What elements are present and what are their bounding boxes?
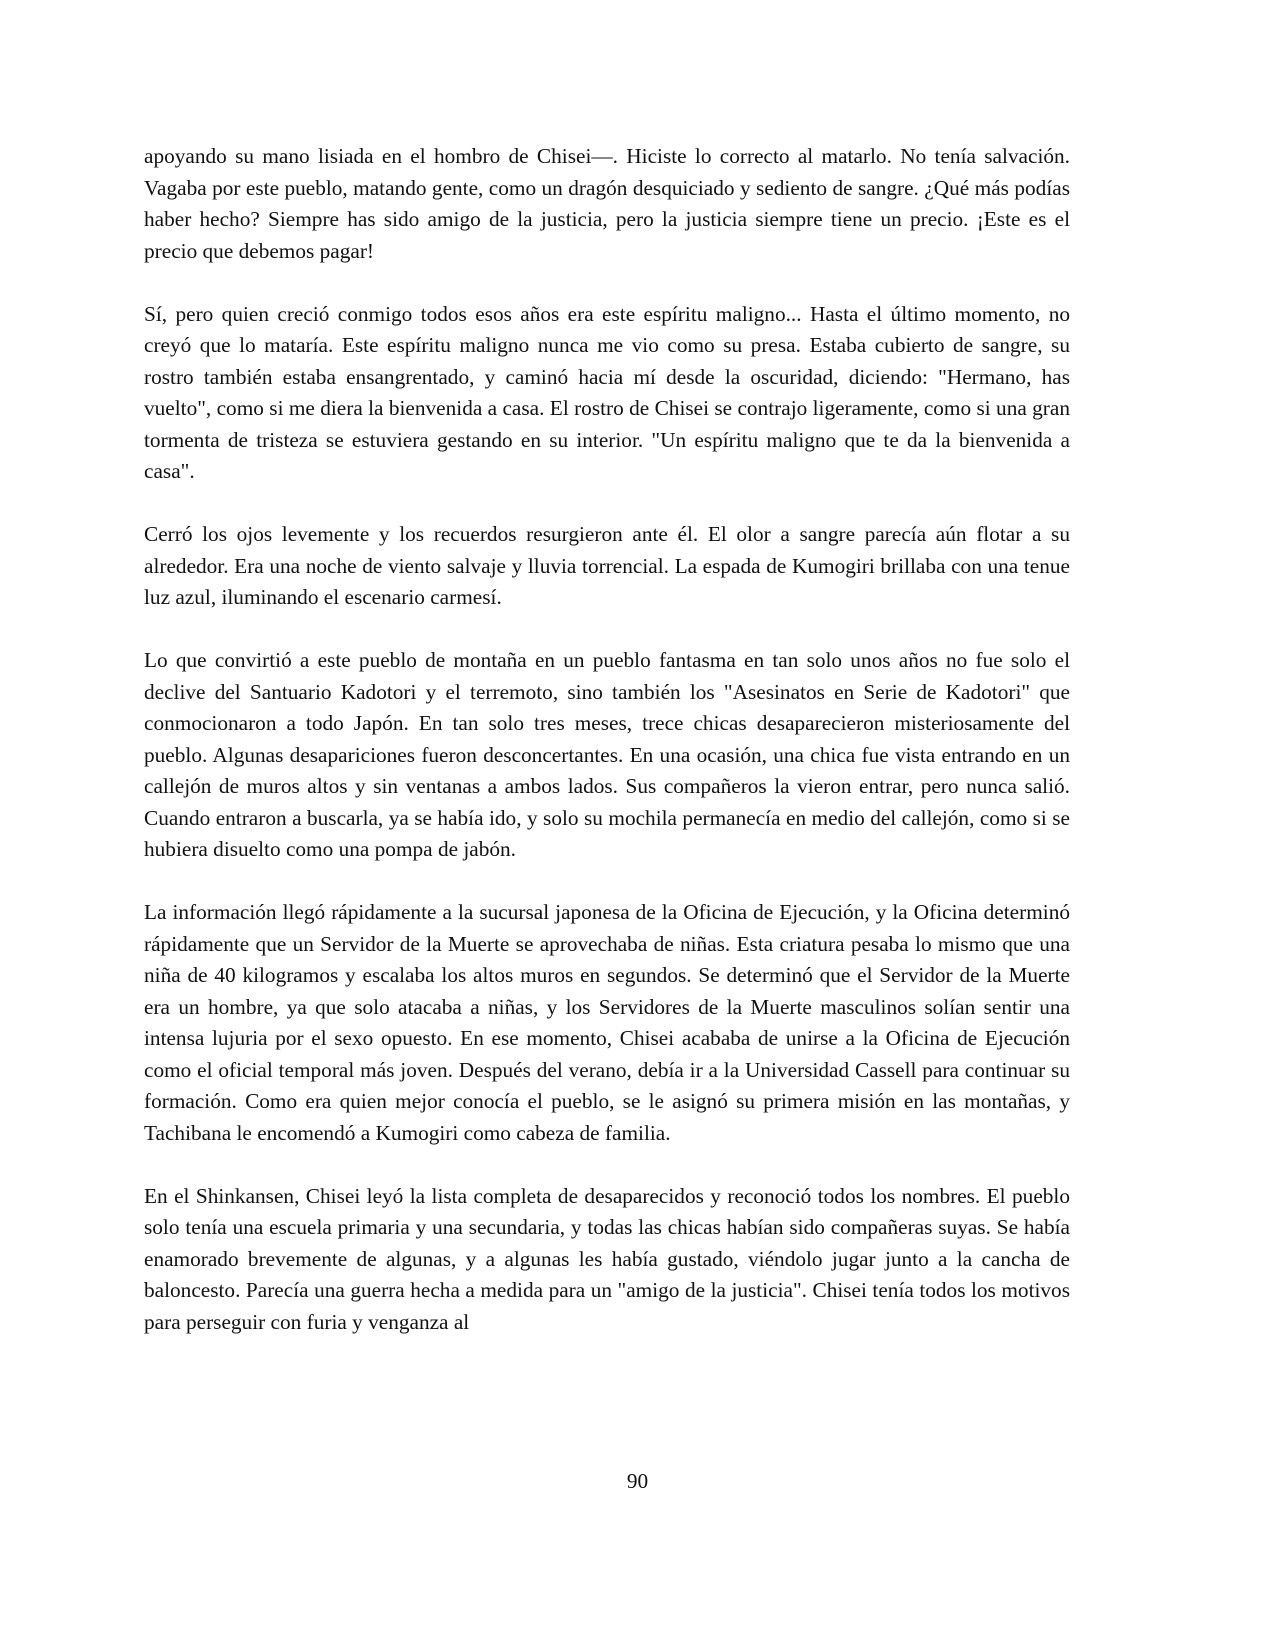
paragraph: apoyando su mano lisiada en el hombro de Chisei—. Hiciste lo correcto al matarlo. No tenía salvación. Vagaba por este pueblo, matando gente, como un dragón desquiciado y sediento de sangre. ¿Qué más podías haber hecho? Siempre has sido amigo de la justicia, pero la justicia siempre tiene un precio. ¡Este es el precio que debemos pagar! — [144, 144, 1070, 263]
paragraph: En el Shinkansen, Chisei leyó la lista completa de desaparecidos y reconoció todos los nombres. El pueblo solo tenía una escuela primaria y una secundaria, y todas las chicas habían sido compañeras suyas. Se había enamorado brevemente de algunas, y a algunas les había gustado, viéndolo jugar junto a la cancha de baloncesto. Parecía una guerra hecha a medida para un "amigo de la justicia". Chisei tenía todos los motivos para perseguir con furia y venganza al — [144, 1183, 1070, 1334]
paragraph: La información llegó rápidamente a la sucursal japonesa de la Oficina de Ejecución, y la Oficina determinó rápidamente que un Servidor de la Muerte se aprovechaba de niñas. Esta criatura pesaba lo mismo que una niña de 40 kilogramos y escalaba los altos muros en segundos. Se determinó que el Servidor de la Muerte era un hombre, ya que solo atacaba a niñas, y los Servidores de la Muerte masculinos solían sentir una intensa lujuria por el sexo opuesto. En ese momento, Chisei acababa de unirse a la Oficina de Ejecución como el oficial temporal más joven. Después del verano, debía ir a la Universidad Cassell para continuar su formación. Como era quien mejor conocía el pueblo, se le asignó su primera misión en las montañas, y Tachibana le encomendó a Kumogiri como cabeza de familia. — [144, 900, 1070, 1145]
paragraph: Cerró los ojos levemente y los recuerdos resurgieron ante él. El olor a sangre parecía aún flotar a su alrededor. Era una noche de viento salvaje y lluvia torrencial. La espada de Kumogiri brillaba con una tenue luz azul, iluminando el escenario carmesí. — [144, 522, 1070, 609]
paragraph: Sí, pero quien creció conmigo todos esos años era este espíritu maligno... Hasta el último momento, no creyó que lo mataría. Este espíritu maligno nunca me vio como su presa. Estaba cubierto de sangre, su rostro también estaba ensangrentado, y caminó hacia mí desde la oscuridad, diciendo: "Hermano, has vuelto", como si me diera la bienvenida a casa. El rostro de Chisei se contrajo ligeramente, como si una gran tormenta de tristeza se estuviera gestando en su interior. "Un espíritu maligno que te da la bienvenida a casa". — [144, 301, 1070, 483]
page-number: 90 — [626, 1469, 649, 1493]
paragraph: Lo que convirtió a este pueblo de montaña en un pueblo fantasma en tan solo unos años no fue solo el declive del Santuario Kadotori y el terremoto, sino también los "Asesinatos en Serie de Kadotori" que conmocionaron a todo Japón. En tan solo tres meses, trece chicas desaparecieron misteriosamente del pueblo. Algunas desapariciones fueron desconcertantes. En una ocasión, una chica fue vista entrando en un callejón de muros altos y sin ventanas a ambos lados. Sus compañeros la vieron entrar, pero nunca salió. Cuando entraron a buscarla, ya se había ido, y solo su mochila permanecía en medio del callejón, como si se hubiera disuelto como una pompa de jabón. — [144, 648, 1070, 861]
document-body — [144, 141, 1070, 1370]
